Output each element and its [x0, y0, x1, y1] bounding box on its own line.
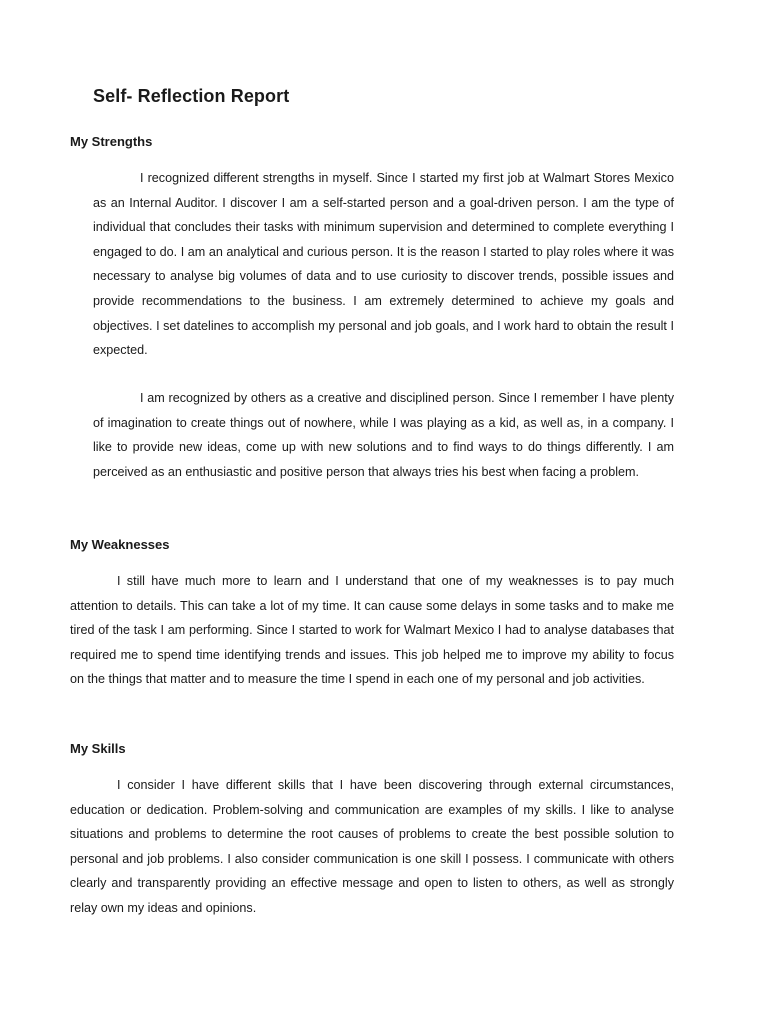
- section-heading-weaknesses: My Weaknesses: [70, 537, 170, 552]
- section-heading-strengths: My Strengths: [70, 134, 153, 149]
- document-title: Self- Reflection Report: [93, 86, 290, 106]
- weaknesses-paragraph: I still have much more to learn and I understand that one of my weaknesses is to pay much attention to details. This can take a lot of my time. It can cause some delays in some tasks and to make me tired of the task I am performing. Since I started to work for Walmart Mexico I had to analyse databases that required me to spend time identifying trends and issues. This job helped me to improve my ability to focus on the things that matter and to measure the time I spend in each one of my personal and job activities.: [70, 574, 674, 687]
- skills-paragraph: I consider I have different skills that I have been discovering through external circumstances, education or dedication. Problem-solving and communication are examples of my skills. I like to analyse situations and problems to determine the root causes of problems to create the best possible solution to personal and job problems. I also consider communication is one skill I possess. I communicate with others clearly and transparently providing an effective message and open to listen to others, as well as strongly relay own my ideas and opinions.: [70, 778, 674, 915]
- strengths-paragraph-1: I recognized different strengths in myself. Since I started my first job at Walmart Stores Mexico as an Internal Auditor. I discover I am a self-started person and a goal-driven person. I am the type of individual that concludes their tasks with minimum supervision and determined to complete everything I engaged to do. I am an analytical and curious person. It is the reason I started to play roles where it was necessary to analyse big volumes of data and to use curiosity to discover trends, possible issues and provide recommendations to the business. I am extremely determined to achieve my goals and objectives. I set datelines to accomplish my personal and job goals, and I work hard to obtain the result I expected.: [93, 171, 674, 358]
- section-heading-skills: My Skills: [70, 741, 126, 756]
- strengths-paragraph-2: I am recognized by others as a creative and disciplined person. Since I remember I have plenty of imagination to create things out of nowhere, while I was playing as a kid, as well as, in a company. I like to provide new ideas, come up with new solutions and to find ways to do things differently. I am perceived as an enthusiastic and positive person that always tries his best when facing a problem.: [93, 391, 674, 479]
